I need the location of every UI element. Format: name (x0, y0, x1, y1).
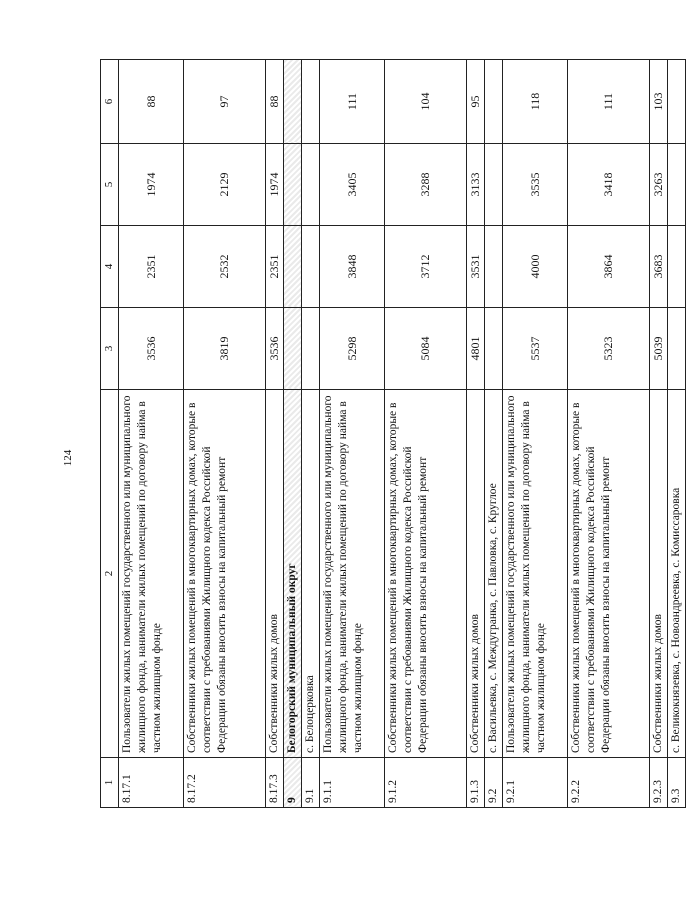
row-name: Пользователи жилых помещений государственного или муниципального жилищного фонда, наниматели жилых помещений по договору найма в частном жилищном фонде (119, 390, 184, 758)
header-col-2: 2 (101, 390, 119, 758)
page-number: 124 (62, 449, 74, 467)
locality-row (302, 60, 320, 808)
table-row (385, 60, 467, 808)
header-col-5: 5 (101, 144, 119, 226)
table-row (568, 60, 650, 808)
row-name: Собственники жилых помещений в многоквартирных домах, которые в соответствии с требованиями Жилищного кодекса Российской Федерации обязаны вносить взносы на капитальный ремонт (385, 390, 467, 758)
row-name: Собственники жилых домов (650, 390, 668, 758)
row-value-6: 104 (385, 60, 467, 144)
row-value-3: 3536 (119, 308, 184, 390)
empty-cell (485, 308, 503, 390)
row-value-3: 3819 (184, 308, 266, 390)
row-value-3: 5298 (320, 308, 385, 390)
row-value-6: 95 (467, 60, 485, 144)
row-value-5: 1974 (119, 144, 184, 226)
row-value-6: 88 (266, 60, 284, 144)
rotated-table-wrapper (100, 60, 682, 808)
row-value-3: 3536 (266, 308, 284, 390)
header-col-4: 4 (101, 226, 119, 308)
empty-cell (668, 144, 686, 226)
row-value-4: 2351 (119, 226, 184, 308)
table-row (650, 60, 668, 808)
row-value-3: 5537 (503, 308, 568, 390)
row-name: Собственники жилых помещений в многоквартирных домах, которые в соответствии с требованиями Жилищного кодекса Российской Федерации обязаны вносить взносы на капитальный ремонт (568, 390, 650, 758)
empty-cell (284, 308, 302, 390)
empty-cell (302, 60, 320, 144)
table-row (467, 60, 485, 808)
row-value-3: 4801 (467, 308, 485, 390)
locality-row (485, 60, 503, 808)
header-row (101, 60, 119, 808)
row-value-5: 3405 (320, 144, 385, 226)
table-stage (100, 60, 682, 808)
empty-cell (284, 144, 302, 226)
row-value-5: 3133 (467, 144, 485, 226)
locality-row (668, 60, 686, 808)
row-value-4: 3683 (650, 226, 668, 308)
row-value-6: 88 (119, 60, 184, 144)
row-code: 9.1.1 (320, 758, 385, 808)
empty-cell (485, 60, 503, 144)
header-col-3: 3 (101, 308, 119, 390)
row-code: 9.1.3 (467, 758, 485, 808)
header-col-1: 1 (101, 758, 119, 808)
row-value-4: 4000 (503, 226, 568, 308)
header-col-6: 6 (101, 60, 119, 144)
row-name: Пользователи жилых помещений государственного или муниципального жилищного фонда, наниматели жилых помещений по договору найма в частном жилищном фонде (503, 390, 568, 758)
empty-cell (302, 144, 320, 226)
row-value-4: 2532 (184, 226, 266, 308)
row-value-5: 3263 (650, 144, 668, 226)
table-row (266, 60, 284, 808)
empty-cell (485, 144, 503, 226)
locality-name: с. Белоцерковка (302, 390, 320, 758)
empty-cell (668, 308, 686, 390)
row-code: 8.17.2 (184, 758, 266, 808)
row-value-4: 3864 (568, 226, 650, 308)
locality-name: с. Великокнязевка, с. Новоандреевка, с. Комиссаровка (668, 390, 686, 758)
locality-code: 9.1 (302, 758, 320, 808)
row-value-6: 118 (503, 60, 568, 144)
tariff-table (100, 59, 686, 808)
locality-name: с. Васильевка, с. Междугранка, с. Павловка, с. Круглое (485, 390, 503, 758)
row-value-3: 5323 (568, 308, 650, 390)
row-name: Собственники жилых домов (266, 390, 284, 758)
empty-cell (284, 226, 302, 308)
row-value-6: 111 (320, 60, 385, 144)
row-value-5: 3535 (503, 144, 568, 226)
empty-cell (668, 60, 686, 144)
row-name: Пользователи жилых помещений государственного или муниципального жилищного фонда, наниматели жилых помещений по договору найма в частном жилищном фонде (320, 390, 385, 758)
row-name: Собственники жилых домов (467, 390, 485, 758)
row-code: 9.1.2 (385, 758, 467, 808)
row-value-4: 3531 (467, 226, 485, 308)
row-code: 9.2.2 (568, 758, 650, 808)
empty-cell (284, 60, 302, 144)
locality-code: 9.2 (485, 758, 503, 808)
row-code: 8.17.3 (266, 758, 284, 808)
row-value-4: 3848 (320, 226, 385, 308)
row-value-6: 103 (650, 60, 668, 144)
section-row (284, 60, 302, 808)
row-value-6: 111 (568, 60, 650, 144)
locality-code: 9.3 (668, 758, 686, 808)
table-row (503, 60, 568, 808)
row-value-5: 3288 (385, 144, 467, 226)
empty-cell (302, 226, 320, 308)
row-code: 9.2.3 (650, 758, 668, 808)
empty-cell (668, 226, 686, 308)
empty-cell (302, 308, 320, 390)
row-value-3: 5039 (650, 308, 668, 390)
table-row (184, 60, 266, 808)
row-value-4: 3712 (385, 226, 467, 308)
table-row (119, 60, 184, 808)
row-name: Собственники жилых помещений в многоквартирных домах, которые в соответствии с требованиями Жилищного кодекса Российской Федерации обязаны вносить взносы на капитальный ремонт (184, 390, 266, 758)
row-value-6: 97 (184, 60, 266, 144)
empty-cell (485, 226, 503, 308)
section-title: Белогорский муниципальный округ (284, 390, 302, 758)
row-code: 9.2.1 (503, 758, 568, 808)
row-value-5: 1974 (266, 144, 284, 226)
section-code: 9 (284, 758, 302, 808)
table-row (320, 60, 385, 808)
row-value-5: 3418 (568, 144, 650, 226)
row-value-5: 2129 (184, 144, 266, 226)
row-value-4: 2351 (266, 226, 284, 308)
row-code: 8.17.1 (119, 758, 184, 808)
row-value-3: 5084 (385, 308, 467, 390)
